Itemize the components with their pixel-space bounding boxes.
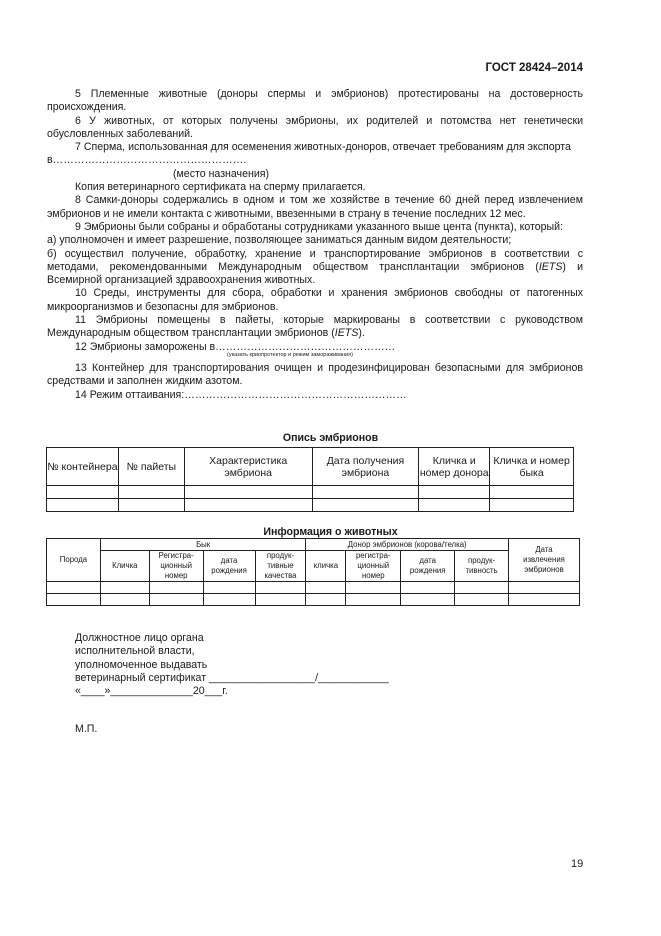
doc-code: ГОСТ 28424–2014 (485, 62, 583, 74)
paragraph-14: 14 Режим оттаивания:……………………………………………………… (75, 388, 407, 401)
signature-date: «____»______________20___г. (75, 685, 228, 698)
paragraph-9a: а) уполномочен и имеет разрешение, позволяющее заниматься данным видом деятельности; (47, 234, 512, 247)
col-breed: Порода (47, 539, 101, 582)
paragraph-8: 8 Самки-доноры содержались в одном и том же хозяйстве в течение 60 дней перед извлечением эмбрионов и не имели контакта с животными, ввезенными в страну в течение последних 12 мес. (47, 194, 583, 220)
col-bull-name: Кличка (100, 551, 149, 582)
paragraph-10: 10 Среды, инструменты для сбора, обработки и хранения эмбрионов свободны от патогенных микроорганизмов и безопасны для эмбрионов. (47, 287, 583, 313)
page-number: 19 (571, 858, 584, 870)
animal-info-table (46, 538, 580, 606)
signature-line-3: уполномоченное выдавать (75, 658, 208, 671)
semen-certificate-note: Копия ветеринарного сертификата на сперму прилагается. (75, 181, 366, 194)
paragraph-9b (47, 248, 583, 288)
paragraph-11-end: ). (358, 327, 365, 340)
bull-group-header: Бык (100, 539, 306, 551)
paragraph-6: 6 У животных, от которых получены эмбрионы, их родителей и потомства нет генетически обусловленных заболеваний. (47, 114, 583, 140)
destination-note: (место назначения) (173, 167, 270, 180)
paragraph-11-text: 11 Эмбрионы помещены в пайеты, которые маркированы в соответствии с руководством Международным обществом трансплантации эмбрионов ( (47, 314, 583, 340)
signature-line-4: ветеринарный сертификат __________________/____________ (75, 671, 389, 684)
conditions-text (47, 88, 583, 402)
table-row (47, 486, 574, 499)
col-bull-birth-date: дата рождения (203, 551, 255, 582)
signature-line-2: исполнительной власти, (75, 645, 195, 658)
col-straw-number: № пайеты (118, 448, 184, 486)
iets-abbrev: IETS (334, 327, 359, 340)
col-donor-reg-number: регистра- ционный номер (346, 551, 401, 582)
col-donor-productivity: продук- тивность (455, 551, 509, 582)
signature-line-1: Должностное лицо органа (75, 632, 204, 644)
stamp-place: М.П. (75, 723, 98, 735)
paragraph-7: 7 Сперма, использованная для осеменения животных-доноров, отвечает требованиям для экспорта в………………………………………………. (47, 141, 571, 167)
iets-abbrev: IETS (538, 260, 563, 273)
col-extraction-date: Дата извлечения эмбрионов (509, 539, 580, 582)
donor-group-header: Донор эмбрионов (корова/телка) (306, 539, 509, 551)
paragraph-9b-text: б) осуществил получение, обработку, хранение и транспортирование эмбрионов в соответствии с методами, рекомендованными Международным обществом трансплантации эмбрионов ( (47, 247, 583, 273)
embryo-inventory-table (46, 447, 574, 512)
table-row (47, 594, 580, 606)
col-container-number: № контейнера (47, 448, 119, 486)
col-bull-reg-number: Регистра- ционный номер (149, 551, 203, 582)
col-collection-date: Дата получения эмбриона (312, 448, 419, 486)
embryo-inventory-title: Опись эмбрионов (282, 432, 379, 444)
paragraph-9: 9 Эмбрионы были собраны и обработаны сотрудниками указанного выше цента (пункта), который: (75, 220, 564, 233)
table-row (47, 499, 574, 512)
paragraph-13: 13 Контейнер для транспортирования очищен и продезинфицирован безопасными для эмбрионов средствами и заполнен жидким азотом. (47, 361, 583, 388)
paragraph-5: 5 Племенные животные (доноры спермы и эмбрионов) протестированы на достоверность происхождения. (47, 88, 583, 114)
col-donor-name: Кличка и номер донора (419, 448, 490, 486)
paragraph-11 (47, 314, 583, 341)
freezing-note: (указать криопротектор и режим замораживания) (227, 351, 353, 358)
paragraph-9b-end: ) и Всемирной организацией здравоохранения животных. (47, 260, 583, 287)
col-bull-name: Кличка и номер быка (490, 448, 574, 486)
col-bull-productivity: продук- тивные качества (255, 551, 306, 582)
signature-block (75, 632, 389, 698)
table-row (47, 582, 580, 594)
col-donor-name: кличка (306, 551, 346, 582)
col-embryo-characteristics: Характеристика эмбриона (184, 448, 312, 486)
paragraph-12: 12 Эмбрионы заморожены в…………………………………………… (75, 340, 396, 353)
animal-info-title: Информация о животных (263, 526, 398, 538)
col-donor-birth-date: дата рождения (401, 551, 455, 582)
